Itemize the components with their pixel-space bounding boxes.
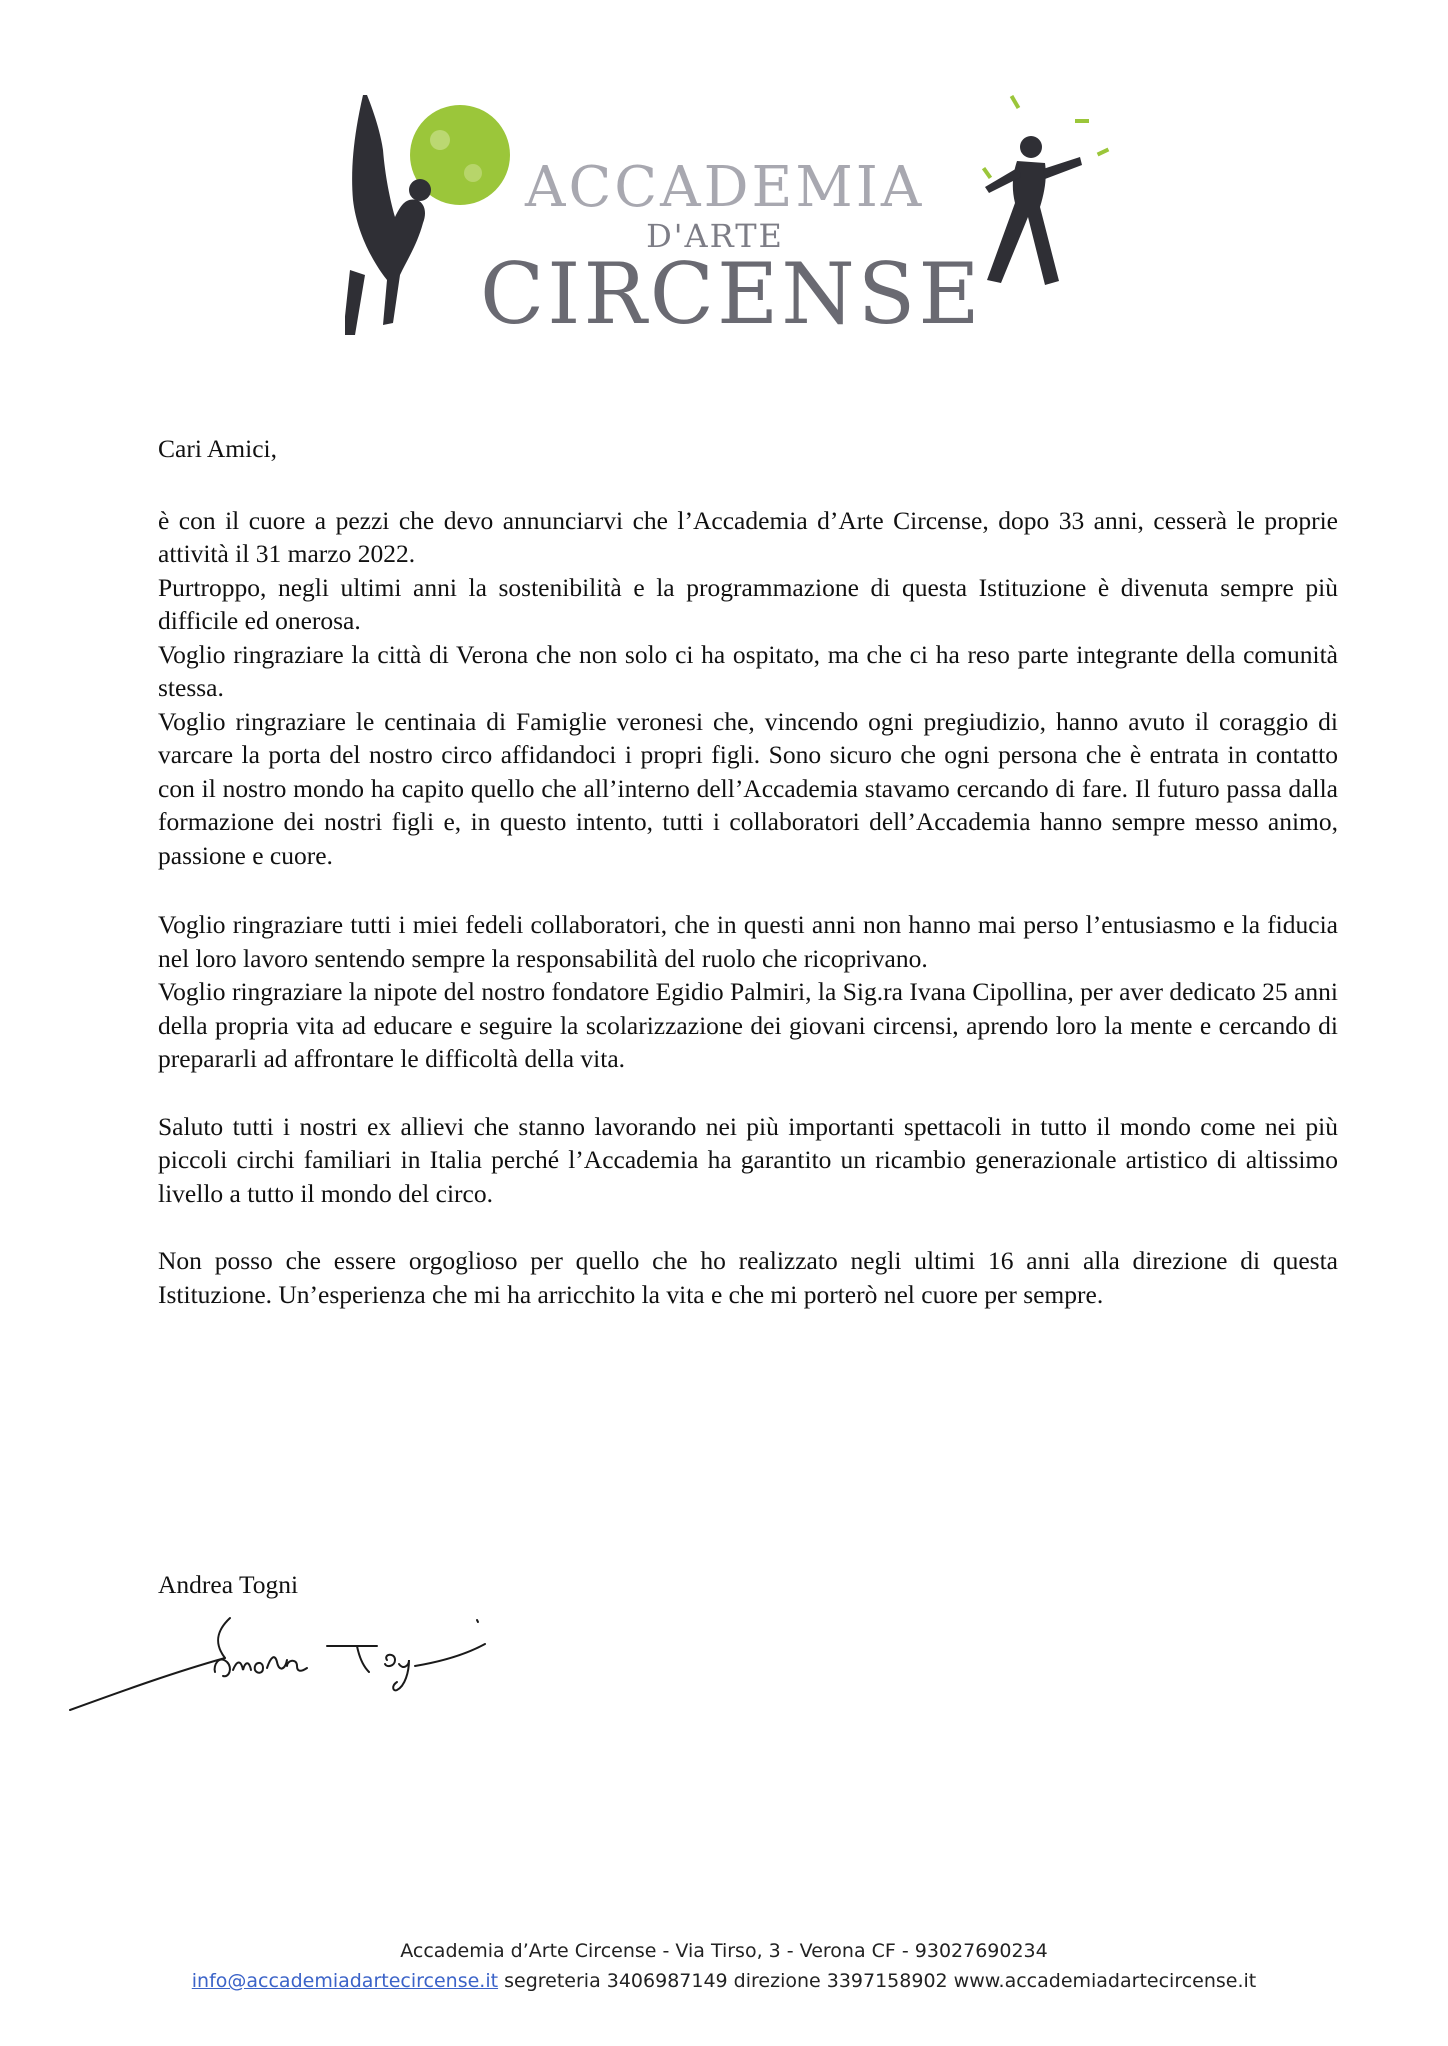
logo-line-darte: D'ARTE <box>646 217 784 255</box>
paragraph-6: Voglio ringraziare la nipote del nostro fondatore Egidio Palmiri, la Sig.ra Ivana Cipollina, per aver dedicato 25 anni della propria vita ad educare e seguire la scolarizzazione dei giovani circensi, aprendo loro la mente e cercando di prepararli ad affrontare le difficoltà della vita. <box>158 977 1338 1073</box>
footer <box>0 1936 1448 1996</box>
greeting: Cari Amici, <box>158 434 277 463</box>
letter-body <box>158 432 1338 1311</box>
footer-contacts <box>0 1966 1448 1996</box>
logo <box>345 95 1110 343</box>
footer-email-link[interactable]: info@accademiadartecircense.it <box>191 1970 499 1992</box>
logo-line-accademia: ACCADEMIA <box>525 155 925 220</box>
logo-line-circense: CIRCENSE <box>480 245 983 343</box>
footer-phones-website: segreteria 3406987149 direzione 3397158902 www.accademiadartecircense.it <box>498 1970 1257 1992</box>
paragraph-5: Voglio ringraziare tutti i miei fedeli collaboratori, che in questi anni non hanno mai perso l’entusiasmo e la fiducia nel loro lavoro sentendo sempre la responsabilità del ruolo che ricoprivano. <box>158 910 1338 973</box>
paragraph-8: Non posso che essere orgoglioso per quello che ho realizzato negli ultimi 16 anni alla direzione di questa Istituzione. Un’esperienza che mi ha arricchito la vita e che mi porterò nel cuore per sempre. <box>158 1246 1338 1309</box>
closing-name: Andrea Togni <box>158 1570 299 1599</box>
juggler-silhouette-icon <box>982 95 1109 285</box>
handwritten-signature <box>65 1610 525 1720</box>
footer-address: Accademia d’Arte Circense - Via Tirso, 3 - Verona CF - 93027690234 <box>400 1940 1048 1962</box>
paragraph-1: è con il cuore a pezzi che devo annunciarvi che l’Accademia d’Arte Circense, dopo 33 anni, cesserà le proprie attività il 31 marzo 2022. <box>158 505 1338 568</box>
paragraph-7: Saluto tutti i nostri ex allievi che stanno lavorando nei più importanti spettacoli in tutto il mondo come nei più piccoli circhi familiari in Italia perché l’Accademia ha garantito un ricambio generazionale artistico di altissimo livello a tutto il mondo del circo. <box>158 1111 1338 1208</box>
paragraph-4: Voglio ringraziare le centinaia di Famiglie veronesi che, vincendo ogni pregiudizio, hanno avuto il coraggio di varcare la porta del nostro circo affidandoci i propri figli. Sono sicuro che ogni persona che è entrata in contatto con il nostro mondo ha capito quello che all’interno dell’Accademia stavamo cercando di fare. Il futuro passa dalla formazione dei nostri figli e, in questo intento, tutti i collaboratori dell’Accademia hanno sempre messo animo, passione e cuore. <box>158 706 1338 870</box>
paragraph-2: Purtroppo, negli ultimi anni la sostenibilità e la programmazione di questa Istituzione è divenuta sempre più difficile ed onerosa. <box>158 572 1338 635</box>
paragraph-3: Voglio ringraziare la città di Verona che non solo ci ha ospitato, ma che ci ha reso parte integrante della comunità stessa. <box>158 639 1338 702</box>
